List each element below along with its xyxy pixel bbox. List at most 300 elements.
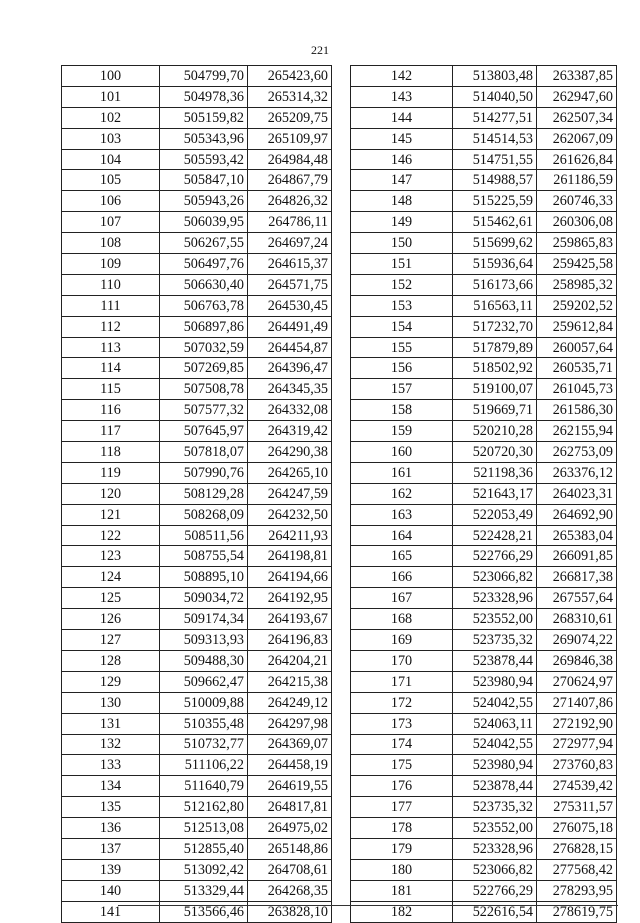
table-row <box>351 358 617 379</box>
point-number-cell: 120 <box>62 483 160 504</box>
point-number-cell: 157 <box>351 379 453 400</box>
point-number-cell: 133 <box>62 755 160 776</box>
coordinates-table-left-body <box>62 66 332 923</box>
point-number-cell: 160 <box>351 442 453 463</box>
point-number-cell: 119 <box>62 462 160 483</box>
table-row <box>62 588 332 609</box>
x-coordinate-cell: 513803,48 <box>453 66 537 87</box>
table-row <box>351 421 617 442</box>
point-number-cell: 158 <box>351 400 453 421</box>
y-coordinate-cell: 264290,38 <box>248 442 332 463</box>
y-coordinate-cell: 272192,90 <box>537 713 617 734</box>
x-coordinate-cell: 509174,34 <box>160 609 248 630</box>
x-coordinate-cell: 505159,82 <box>160 107 248 128</box>
table-row <box>351 254 617 275</box>
x-coordinate-cell: 517232,70 <box>453 316 537 337</box>
y-coordinate-cell: 264247,59 <box>248 483 332 504</box>
table-row <box>62 358 332 379</box>
x-coordinate-cell: 512855,40 <box>160 838 248 859</box>
table-row <box>62 128 332 149</box>
y-coordinate-cell: 269846,38 <box>537 650 617 671</box>
x-coordinate-cell: 521198,36 <box>453 462 537 483</box>
x-coordinate-cell: 522053,49 <box>453 504 537 525</box>
x-coordinate-cell: 524042,55 <box>453 734 537 755</box>
point-number-cell: 122 <box>62 525 160 546</box>
point-number-cell: 115 <box>62 379 160 400</box>
x-coordinate-cell: 515699,62 <box>453 233 537 254</box>
table-row <box>351 191 617 212</box>
y-coordinate-cell: 260306,08 <box>537 212 617 233</box>
table-row <box>62 295 332 316</box>
y-coordinate-cell: 259425,58 <box>537 254 617 275</box>
point-number-cell: 148 <box>351 191 453 212</box>
point-number-cell: 137 <box>62 838 160 859</box>
y-coordinate-cell: 275311,57 <box>537 797 617 818</box>
point-number-cell: 129 <box>62 671 160 692</box>
y-coordinate-cell: 264975,02 <box>248 818 332 839</box>
table-row <box>62 421 332 442</box>
x-coordinate-cell: 507508,78 <box>160 379 248 400</box>
point-number-cell: 131 <box>62 713 160 734</box>
table-row <box>351 337 617 358</box>
point-number-cell: 172 <box>351 692 453 713</box>
table-row <box>62 755 332 776</box>
y-coordinate-cell: 264211,93 <box>248 525 332 546</box>
point-number-cell: 181 <box>351 880 453 901</box>
x-coordinate-cell: 506897,86 <box>160 316 248 337</box>
x-coordinate-cell: 520720,30 <box>453 442 537 463</box>
table-row <box>62 671 332 692</box>
y-coordinate-cell: 264984,48 <box>248 149 332 170</box>
page-number: 221 <box>311 43 329 57</box>
point-number-cell: 118 <box>62 442 160 463</box>
y-coordinate-cell: 260746,33 <box>537 191 617 212</box>
table-row <box>351 859 617 880</box>
y-coordinate-cell: 264692,90 <box>537 504 617 525</box>
y-coordinate-cell: 264249,12 <box>248 692 332 713</box>
x-coordinate-cell: 509488,30 <box>160 650 248 671</box>
y-coordinate-cell: 264458,19 <box>248 755 332 776</box>
table-row <box>62 859 332 880</box>
y-coordinate-cell: 266091,85 <box>537 546 617 567</box>
x-coordinate-cell: 519100,07 <box>453 379 537 400</box>
table-row <box>351 316 617 337</box>
table-row <box>62 838 332 859</box>
point-number-cell: 100 <box>62 66 160 87</box>
x-coordinate-cell: 507269,85 <box>160 358 248 379</box>
table-row <box>62 254 332 275</box>
x-coordinate-cell: 522616,54 <box>453 901 537 922</box>
point-number-cell: 132 <box>62 734 160 755</box>
table-row <box>351 66 617 87</box>
point-number-cell: 140 <box>62 880 160 901</box>
point-number-cell: 107 <box>62 212 160 233</box>
y-coordinate-cell: 276075,18 <box>537 818 617 839</box>
x-coordinate-cell: 505943,26 <box>160 191 248 212</box>
point-number-cell: 116 <box>62 400 160 421</box>
x-coordinate-cell: 506039,95 <box>160 212 248 233</box>
y-coordinate-cell: 266817,38 <box>537 567 617 588</box>
x-coordinate-cell: 514040,50 <box>453 86 537 107</box>
table-row <box>62 170 332 191</box>
y-coordinate-cell: 261045,73 <box>537 379 617 400</box>
point-number-cell: 147 <box>351 170 453 191</box>
point-number-cell: 174 <box>351 734 453 755</box>
y-coordinate-cell: 265148,86 <box>248 838 332 859</box>
y-coordinate-cell: 264194,66 <box>248 567 332 588</box>
y-coordinate-cell: 278619,75 <box>537 901 617 922</box>
y-coordinate-cell: 264786,11 <box>248 212 332 233</box>
x-coordinate-cell: 509034,72 <box>160 588 248 609</box>
table-row <box>62 483 332 504</box>
x-coordinate-cell: 509662,47 <box>160 671 248 692</box>
table-row <box>351 442 617 463</box>
x-coordinate-cell: 505847,10 <box>160 170 248 191</box>
point-number-cell: 159 <box>351 421 453 442</box>
y-coordinate-cell: 265109,97 <box>248 128 332 149</box>
table-row <box>351 713 617 734</box>
point-number-cell: 144 <box>351 107 453 128</box>
x-coordinate-cell: 523066,82 <box>453 859 537 880</box>
x-coordinate-cell: 523980,94 <box>453 671 537 692</box>
x-coordinate-cell: 521643,17 <box>453 483 537 504</box>
x-coordinate-cell: 523328,96 <box>453 588 537 609</box>
x-coordinate-cell: 511106,22 <box>160 755 248 776</box>
x-coordinate-cell: 506267,55 <box>160 233 248 254</box>
table-row <box>62 525 332 546</box>
y-coordinate-cell: 278293,95 <box>537 880 617 901</box>
point-number-cell: 180 <box>351 859 453 880</box>
point-number-cell: 164 <box>351 525 453 546</box>
table-row <box>62 149 332 170</box>
y-coordinate-cell: 264196,83 <box>248 630 332 651</box>
coordinates-table-right-body <box>351 66 617 923</box>
x-coordinate-cell: 508268,09 <box>160 504 248 525</box>
x-coordinate-cell: 513566,46 <box>160 901 248 922</box>
table-row <box>351 609 617 630</box>
y-coordinate-cell: 264204,21 <box>248 650 332 671</box>
x-coordinate-cell: 508755,54 <box>160 546 248 567</box>
point-number-cell: 136 <box>62 818 160 839</box>
table-row <box>62 462 332 483</box>
y-coordinate-cell: 264215,38 <box>248 671 332 692</box>
table-row <box>351 650 617 671</box>
y-coordinate-cell: 264192,95 <box>248 588 332 609</box>
table-row <box>351 149 617 170</box>
x-coordinate-cell: 515462,61 <box>453 212 537 233</box>
table-row <box>351 546 617 567</box>
point-number-cell: 103 <box>62 128 160 149</box>
x-coordinate-cell: 506497,76 <box>160 254 248 275</box>
point-number-cell: 117 <box>62 421 160 442</box>
point-number-cell: 152 <box>351 274 453 295</box>
x-coordinate-cell: 512513,08 <box>160 818 248 839</box>
x-coordinate-cell: 507645,97 <box>160 421 248 442</box>
y-coordinate-cell: 264232,50 <box>248 504 332 525</box>
point-number-cell: 170 <box>351 650 453 671</box>
table-row <box>351 525 617 546</box>
y-coordinate-cell: 259612,84 <box>537 316 617 337</box>
x-coordinate-cell: 523735,32 <box>453 797 537 818</box>
table-row <box>62 212 332 233</box>
x-coordinate-cell: 524042,55 <box>453 692 537 713</box>
y-coordinate-cell: 269074,22 <box>537 630 617 651</box>
point-number-cell: 123 <box>62 546 160 567</box>
y-coordinate-cell: 264619,55 <box>248 776 332 797</box>
table-row <box>351 400 617 421</box>
table-row <box>62 66 332 87</box>
point-number-cell: 168 <box>351 609 453 630</box>
x-coordinate-cell: 523735,32 <box>453 630 537 651</box>
y-coordinate-cell: 262067,09 <box>537 128 617 149</box>
table-row <box>351 504 617 525</box>
point-number-cell: 139 <box>62 859 160 880</box>
table-row <box>351 462 617 483</box>
table-row <box>62 609 332 630</box>
x-coordinate-cell: 523552,00 <box>453 609 537 630</box>
y-coordinate-cell: 264369,07 <box>248 734 332 755</box>
y-coordinate-cell: 262753,09 <box>537 442 617 463</box>
point-number-cell: 153 <box>351 295 453 316</box>
x-coordinate-cell: 508895,10 <box>160 567 248 588</box>
x-coordinate-cell: 522766,29 <box>453 546 537 567</box>
x-coordinate-cell: 523328,96 <box>453 838 537 859</box>
table-row <box>62 818 332 839</box>
point-number-cell: 114 <box>62 358 160 379</box>
x-coordinate-cell: 513092,42 <box>160 859 248 880</box>
point-number-cell: 106 <box>62 191 160 212</box>
x-coordinate-cell: 507577,32 <box>160 400 248 421</box>
y-coordinate-cell: 264297,98 <box>248 713 332 734</box>
y-coordinate-cell: 264193,67 <box>248 609 332 630</box>
y-coordinate-cell: 259865,83 <box>537 233 617 254</box>
y-coordinate-cell: 264571,75 <box>248 274 332 295</box>
point-number-cell: 175 <box>351 755 453 776</box>
point-number-cell: 177 <box>351 797 453 818</box>
point-number-cell: 113 <box>62 337 160 358</box>
point-number-cell: 110 <box>62 274 160 295</box>
table-row <box>62 630 332 651</box>
point-number-cell: 101 <box>62 86 160 107</box>
y-coordinate-cell: 276828,15 <box>537 838 617 859</box>
point-number-cell: 161 <box>351 462 453 483</box>
x-coordinate-cell: 514988,57 <box>453 170 537 191</box>
table-row <box>351 483 617 504</box>
point-number-cell: 124 <box>62 567 160 588</box>
point-number-cell: 179 <box>351 838 453 859</box>
table-row <box>351 233 617 254</box>
x-coordinate-cell: 523878,44 <box>453 650 537 671</box>
y-coordinate-cell: 264319,42 <box>248 421 332 442</box>
x-coordinate-cell: 523066,82 <box>453 567 537 588</box>
point-number-cell: 145 <box>351 128 453 149</box>
x-coordinate-cell: 504978,36 <box>160 86 248 107</box>
y-coordinate-cell: 268310,61 <box>537 609 617 630</box>
point-number-cell: 104 <box>62 149 160 170</box>
bottom-divider <box>118 905 618 906</box>
y-coordinate-cell: 264826,32 <box>248 191 332 212</box>
x-coordinate-cell: 515936,64 <box>453 254 537 275</box>
table-row <box>62 880 332 901</box>
y-coordinate-cell: 264198,81 <box>248 546 332 567</box>
table-row <box>351 776 617 797</box>
x-coordinate-cell: 520210,28 <box>453 421 537 442</box>
table-row <box>351 588 617 609</box>
y-coordinate-cell: 264530,45 <box>248 295 332 316</box>
y-coordinate-cell: 264615,37 <box>248 254 332 275</box>
table-row <box>351 880 617 901</box>
point-number-cell: 125 <box>62 588 160 609</box>
y-coordinate-cell: 262507,34 <box>537 107 617 128</box>
y-coordinate-cell: 261186,59 <box>537 170 617 191</box>
y-coordinate-cell: 261626,84 <box>537 149 617 170</box>
table-row <box>62 86 332 107</box>
point-number-cell: 149 <box>351 212 453 233</box>
point-number-cell: 176 <box>351 776 453 797</box>
x-coordinate-cell: 510355,48 <box>160 713 248 734</box>
point-number-cell: 121 <box>62 504 160 525</box>
x-coordinate-cell: 510732,77 <box>160 734 248 755</box>
point-number-cell: 109 <box>62 254 160 275</box>
table-row <box>351 86 617 107</box>
y-coordinate-cell: 258985,32 <box>537 274 617 295</box>
table-row <box>62 650 332 671</box>
x-coordinate-cell: 522428,21 <box>453 525 537 546</box>
point-number-cell: 167 <box>351 588 453 609</box>
point-number-cell: 105 <box>62 170 160 191</box>
point-number-cell: 128 <box>62 650 160 671</box>
point-number-cell: 162 <box>351 483 453 504</box>
table-row <box>351 128 617 149</box>
table-row <box>351 295 617 316</box>
x-coordinate-cell: 504799,70 <box>160 66 248 87</box>
x-coordinate-cell: 522766,29 <box>453 880 537 901</box>
x-coordinate-cell: 523552,00 <box>453 818 537 839</box>
table-row <box>62 504 332 525</box>
point-number-cell: 135 <box>62 797 160 818</box>
table-row <box>62 713 332 734</box>
x-coordinate-cell: 508129,28 <box>160 483 248 504</box>
point-number-cell: 130 <box>62 692 160 713</box>
x-coordinate-cell: 515225,59 <box>453 191 537 212</box>
table-row <box>351 212 617 233</box>
table-row <box>62 107 332 128</box>
coordinates-table-right <box>350 65 617 923</box>
y-coordinate-cell: 262155,94 <box>537 421 617 442</box>
table-row <box>351 818 617 839</box>
point-number-cell: 151 <box>351 254 453 275</box>
point-number-cell: 150 <box>351 233 453 254</box>
x-coordinate-cell: 507032,59 <box>160 337 248 358</box>
table-row <box>351 107 617 128</box>
table-row <box>62 776 332 797</box>
x-coordinate-cell: 518502,92 <box>453 358 537 379</box>
table-row <box>62 191 332 212</box>
y-coordinate-cell: 272977,94 <box>537 734 617 755</box>
table-row <box>351 838 617 859</box>
point-number-cell: 156 <box>351 358 453 379</box>
table-row <box>351 630 617 651</box>
point-number-cell: 173 <box>351 713 453 734</box>
point-number-cell: 171 <box>351 671 453 692</box>
x-coordinate-cell: 514514,53 <box>453 128 537 149</box>
x-coordinate-cell: 523980,94 <box>453 755 537 776</box>
point-number-cell: 155 <box>351 337 453 358</box>
y-coordinate-cell: 273760,83 <box>537 755 617 776</box>
y-coordinate-cell: 270624,97 <box>537 671 617 692</box>
y-coordinate-cell: 267557,64 <box>537 588 617 609</box>
table-row <box>62 797 332 818</box>
point-number-cell: 134 <box>62 776 160 797</box>
y-coordinate-cell: 264454,87 <box>248 337 332 358</box>
table-row <box>62 337 332 358</box>
y-coordinate-cell: 264345,35 <box>248 379 332 400</box>
y-coordinate-cell: 261586,30 <box>537 400 617 421</box>
y-coordinate-cell: 264867,79 <box>248 170 332 191</box>
x-coordinate-cell: 513329,44 <box>160 880 248 901</box>
x-coordinate-cell: 508511,56 <box>160 525 248 546</box>
x-coordinate-cell: 514751,55 <box>453 149 537 170</box>
x-coordinate-cell: 506630,40 <box>160 274 248 295</box>
table-row <box>351 734 617 755</box>
y-coordinate-cell: 264023,31 <box>537 483 617 504</box>
x-coordinate-cell: 507990,76 <box>160 462 248 483</box>
point-number-cell: 102 <box>62 107 160 128</box>
y-coordinate-cell: 264697,24 <box>248 233 332 254</box>
table-row <box>351 692 617 713</box>
point-number-cell: 142 <box>351 66 453 87</box>
y-coordinate-cell: 263387,85 <box>537 66 617 87</box>
y-coordinate-cell: 274539,42 <box>537 776 617 797</box>
y-coordinate-cell: 265383,04 <box>537 525 617 546</box>
y-coordinate-cell: 277568,42 <box>537 859 617 880</box>
point-number-cell: 163 <box>351 504 453 525</box>
point-number-cell: 141 <box>62 901 160 922</box>
table-row <box>62 734 332 755</box>
table-row <box>62 546 332 567</box>
point-number-cell: 143 <box>351 86 453 107</box>
y-coordinate-cell: 262947,60 <box>537 86 617 107</box>
x-coordinate-cell: 514277,51 <box>453 107 537 128</box>
table-row <box>62 400 332 421</box>
point-number-cell: 182 <box>351 901 453 922</box>
table-row <box>351 671 617 692</box>
table-row <box>62 316 332 337</box>
table-row <box>62 379 332 400</box>
x-coordinate-cell: 517879,89 <box>453 337 537 358</box>
y-coordinate-cell: 271407,86 <box>537 692 617 713</box>
point-number-cell: 166 <box>351 567 453 588</box>
point-number-cell: 165 <box>351 546 453 567</box>
x-coordinate-cell: 510009,88 <box>160 692 248 713</box>
table-row <box>351 170 617 191</box>
table-row <box>62 274 332 295</box>
x-coordinate-cell: 512162,80 <box>160 797 248 818</box>
point-number-cell: 126 <box>62 609 160 630</box>
x-coordinate-cell: 509313,93 <box>160 630 248 651</box>
y-coordinate-cell: 260535,71 <box>537 358 617 379</box>
table-row <box>351 379 617 400</box>
table-row <box>62 233 332 254</box>
y-coordinate-cell: 264491,49 <box>248 316 332 337</box>
y-coordinate-cell: 265209,75 <box>248 107 332 128</box>
x-coordinate-cell: 516173,66 <box>453 274 537 295</box>
point-number-cell: 111 <box>62 295 160 316</box>
y-coordinate-cell: 265423,60 <box>248 66 332 87</box>
x-coordinate-cell: 523878,44 <box>453 776 537 797</box>
x-coordinate-cell: 511640,79 <box>160 776 248 797</box>
x-coordinate-cell: 516563,11 <box>453 295 537 316</box>
